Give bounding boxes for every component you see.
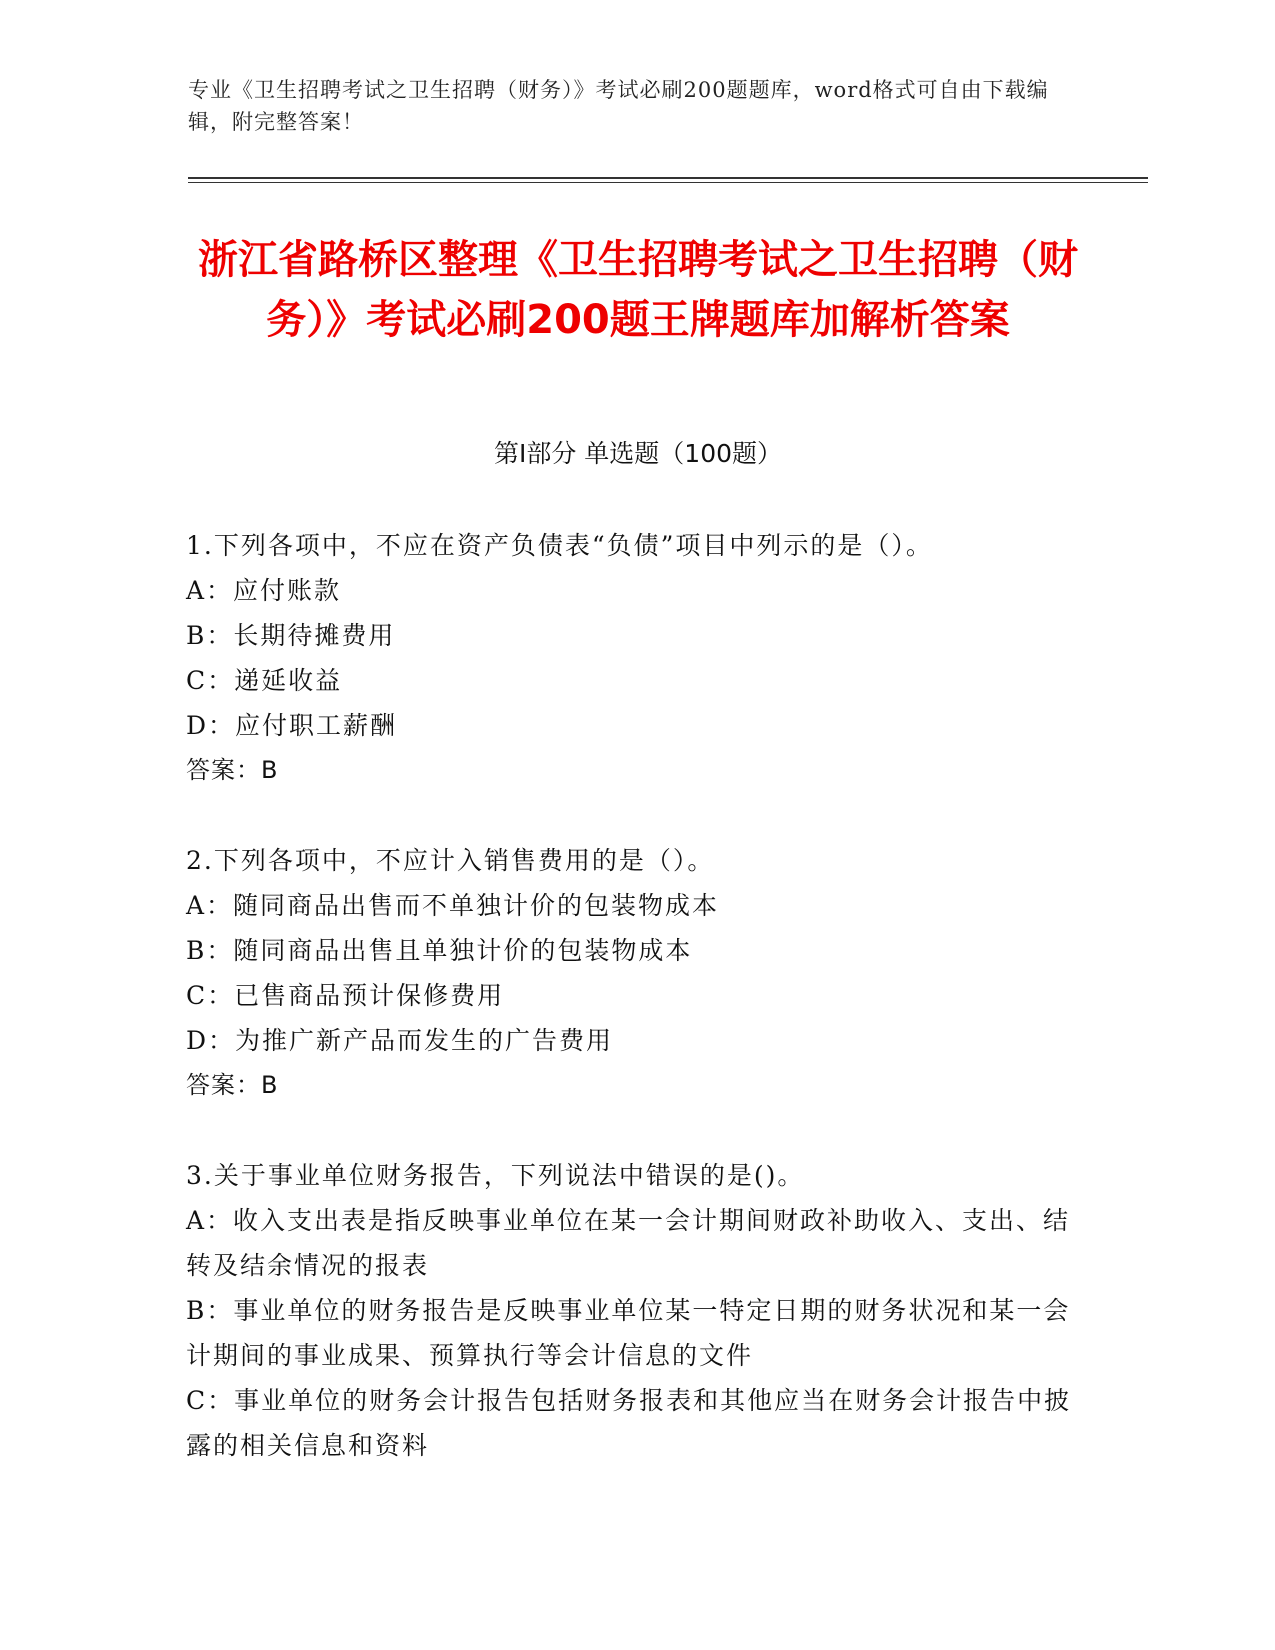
option-a: A：随同商品出售而不单独计价的包装物成本 [186, 891, 720, 920]
answer-label: 答案：B [186, 1071, 279, 1099]
option-d: D：为推广新产品而发生的广告费用 [186, 1026, 614, 1055]
document-title: 浙江省路桥区整理《卫生招聘考试之卫生招聘（财务）》考试必刷200题王牌题库加解析答案 [198, 237, 1078, 343]
answer-label: 答案：B [186, 756, 279, 784]
question-list [186, 523, 1086, 1513]
option-b: B：长期待摊费用 [186, 621, 396, 650]
header-note: 专业《卫生招聘考试之卫生招聘（财务）》考试必刷200题题库，word格式可自由下载编辑，附完整答案！ [188, 78, 1049, 134]
option-b: B：事业单位的财务报告是反映事业单位某一特定日期的财务状况和某一会计期间的事业成果、预算执行等会计信息的文件 [186, 1296, 1071, 1370]
section-heading: 第Ⅰ部分 单选题（100题） [493, 439, 783, 468]
option-c: C：递延收益 [186, 666, 343, 695]
header-divider-thin [188, 182, 1148, 183]
header-divider-thick [188, 177, 1148, 179]
option-b: B：随同商品出售且单独计价的包装物成本 [186, 936, 693, 965]
question-stem: 3.关于事业单位财务报告，下列说法中错误的是()。 [186, 1161, 805, 1190]
option-a: A：应付账款 [186, 576, 342, 605]
option-c: C：事业单位的财务会计报告包括财务报表和其他应当在财务会计报告中披露的相关信息和资料 [186, 1386, 1072, 1460]
option-d: D：应付职工薪酬 [186, 711, 398, 740]
question-item [186, 1153, 1086, 1468]
question-item [186, 838, 1086, 1108]
question-stem: 2.下列各项中，不应计入销售费用的是（）。 [186, 846, 715, 875]
question-item [186, 523, 1086, 793]
question-stem: 1.下列各项中，不应在资产负债表“负债”项目中列示的是（）。 [186, 531, 933, 560]
option-a: A：收入支出表是指反映事业单位在某一会计期间财政补助收入、支出、结转及结余情况的报表 [186, 1206, 1071, 1280]
option-c: C：已售商品预计保修费用 [186, 981, 505, 1010]
